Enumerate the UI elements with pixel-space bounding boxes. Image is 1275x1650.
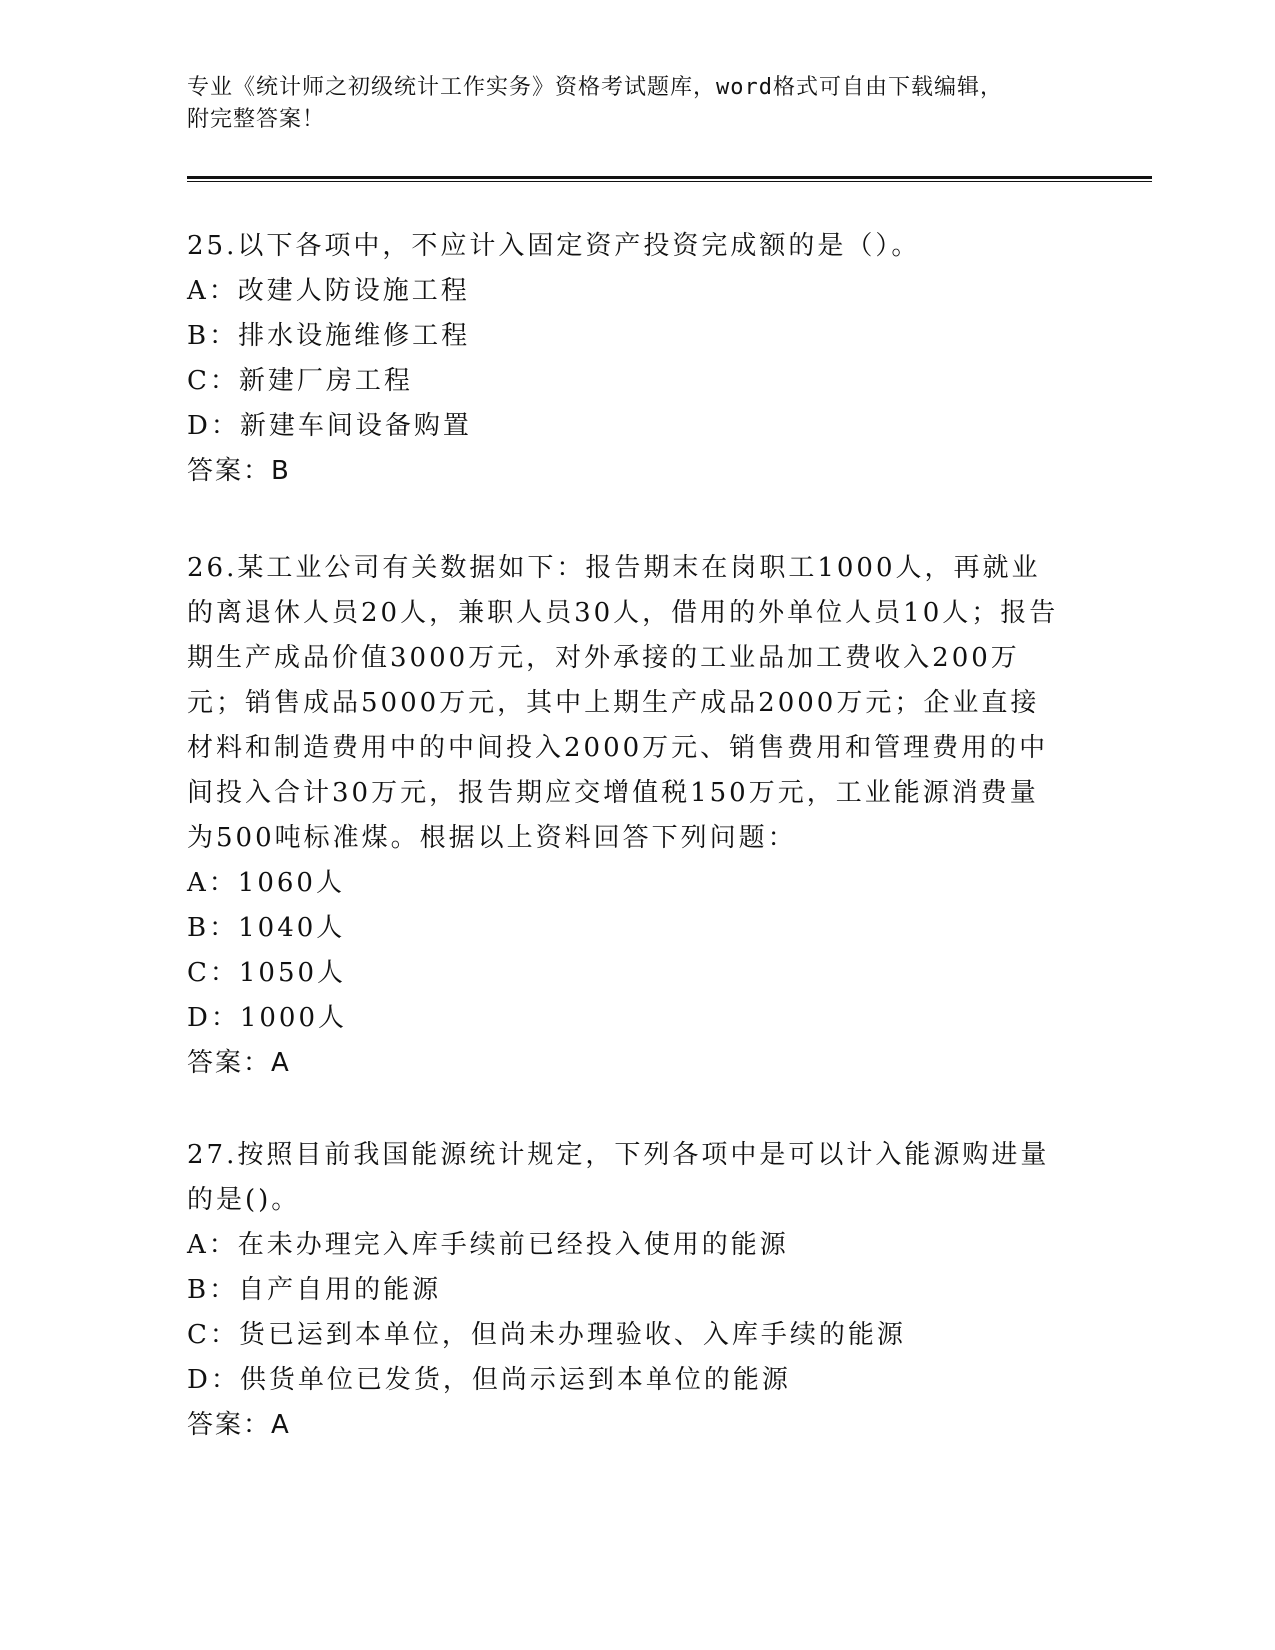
answer-label: 答案：A bbox=[187, 1410, 291, 1440]
question-25 bbox=[187, 224, 1067, 494]
header-line-1: 专业《统计师之初级统计工作实务》资格考试题库，word格式可自由下载编辑， bbox=[187, 75, 1003, 100]
question-26 bbox=[187, 546, 1067, 1086]
header-divider-thick bbox=[187, 176, 1152, 179]
question-stem: 27.按照目前我国能源统计规定，下列各项中是可以计入能源购进量的是()。 bbox=[187, 1140, 1050, 1215]
option-b: B：自产自用的能源 bbox=[187, 1275, 442, 1305]
option-a: A：改建人防设施工程 bbox=[187, 276, 470, 306]
question-stem: 25.以下各项中，不应计入固定资产投资完成额的是（）。 bbox=[187, 231, 921, 261]
option-d: D：供货单位已发货，但尚示运到本单位的能源 bbox=[187, 1365, 791, 1395]
option-c: C：1050人 bbox=[187, 958, 347, 988]
question-stem: 26.某工业公司有关数据如下：报告期末在岗职工1000人，再就业的离退休人员20人，兼职人员30人，借用的外单位人员10人；报告期生产成品价值3000万元，对外承接的工业品加工费收入200万元；销售成品5000万元，其中上期生产成品2000万元；企业直接材料和制造费用中的中间投入2000万元、销售费用和管理费用的中间投入合计30万元，报告期应交增值税150万元，工业能源消费量为500吨标准煤。根据以上资料回答下列问题： bbox=[187, 553, 1059, 853]
header-divider-thin bbox=[187, 181, 1152, 182]
answer-label: 答案：A bbox=[187, 1048, 291, 1078]
header-line-2: 附完整答案！ bbox=[187, 107, 326, 132]
question-27 bbox=[187, 1133, 1067, 1448]
option-d: D：1000人 bbox=[187, 1003, 348, 1033]
option-c: C：货已运到本单位，但尚未办理验收、入库手续的能源 bbox=[187, 1320, 906, 1350]
option-a: A：在未办理完入库手续前已经投入使用的能源 bbox=[187, 1230, 789, 1260]
answer-label: 答案：B bbox=[187, 456, 291, 486]
document-header bbox=[187, 72, 1087, 136]
option-b: B：1040人 bbox=[187, 913, 346, 943]
option-a: A：1060人 bbox=[187, 868, 345, 898]
option-d: D：新建车间设备购置 bbox=[187, 411, 472, 441]
option-b: B：排水设施维修工程 bbox=[187, 321, 471, 351]
option-c: C：新建厂房工程 bbox=[187, 366, 413, 396]
